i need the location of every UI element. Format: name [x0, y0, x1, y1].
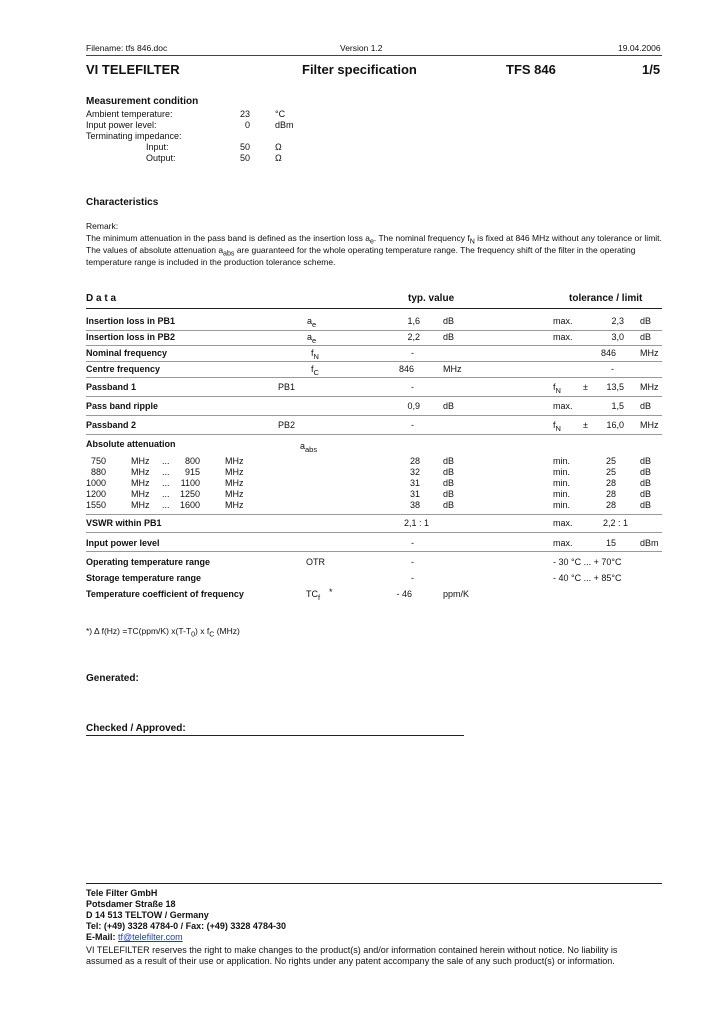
- abs-lim: 28: [605, 500, 616, 510]
- row-rule: [86, 330, 662, 331]
- abs-lim-unit: dB: [640, 456, 652, 466]
- input-power-name: Input power level: [86, 538, 160, 548]
- abs-unit-db: dB: [443, 467, 455, 477]
- row-name: Passband 2: [86, 420, 137, 430]
- abs-lim-type: min.: [553, 489, 571, 499]
- storage-typ: -: [411, 573, 414, 583]
- abs-lim: 28: [605, 489, 616, 499]
- footer-rule: [86, 883, 662, 884]
- row-name: Passband 1: [86, 382, 137, 392]
- abs-dots: ...: [162, 489, 170, 499]
- abs-f1: 750: [90, 456, 106, 466]
- abs-typ: 32: [409, 467, 420, 477]
- row-lim-type: $f_N$: [553, 420, 561, 433]
- row-rule: [86, 551, 662, 552]
- meas-label: Input:: [146, 142, 169, 152]
- checked-label: Checked / Approved:: [86, 723, 186, 734]
- abs-lim-type: min.: [553, 467, 571, 477]
- input-power-lim-type: max.: [553, 538, 573, 548]
- abs-lim-unit: dB: [640, 467, 652, 477]
- abs-lim-unit: dB: [640, 478, 652, 488]
- meas-unit: Ω: [275, 142, 282, 152]
- abs-unit: MHz: [131, 489, 150, 499]
- header-rule: [86, 55, 662, 56]
- abs-typ: 31: [409, 489, 420, 499]
- row-lim: -: [611, 364, 614, 374]
- abs-lim-type: min.: [553, 478, 571, 488]
- abs-f2: 1600: [180, 500, 201, 510]
- row-unit: dB: [443, 316, 455, 326]
- row-name: Centre frequency: [86, 364, 161, 374]
- row-rule: [86, 434, 662, 435]
- vswr-lim-type: max.: [553, 518, 573, 528]
- abs-f2: 1250: [180, 489, 201, 499]
- abs-lim: 25: [605, 456, 616, 466]
- meas-value: 50: [239, 142, 250, 152]
- row-rule: [86, 415, 662, 416]
- version: Version 1.2: [340, 43, 383, 53]
- abs-unit-db: dB: [443, 500, 455, 510]
- disclaimer-line-1: VI TELEFILTER reserves the right to make changes to the product(s) and/or information contained herein without notice. No liability is: [86, 945, 618, 955]
- abs-lim-type: min.: [553, 500, 571, 510]
- col-data-header: D a t a: [86, 293, 117, 304]
- vswr-lim: 2,2 : 1: [603, 518, 629, 528]
- abs-atten-symbol: $a_{abs}$: [300, 441, 318, 454]
- row-typ: 0,9: [407, 401, 420, 411]
- abs-typ: 31: [409, 478, 420, 488]
- row-lim: 1,5: [611, 401, 624, 411]
- footer-street: Potsdamer Straße 18: [86, 899, 176, 909]
- abs-dots: ...: [162, 500, 170, 510]
- row-lim: 13,5: [606, 382, 624, 392]
- abs-f1: 1550: [86, 500, 107, 510]
- abs-f2: 1100: [180, 478, 200, 488]
- row-symbol: $a_e$: [307, 316, 317, 329]
- row-typ: 1,6: [407, 316, 420, 326]
- remark-line-1: The minimum attenuation in the pass band is defined as the insertion loss $a_e$. The nominal frequency $f_N$ is fixed at 846 MHz without any tolerance or limit.: [86, 233, 662, 246]
- row-rule: [86, 514, 662, 515]
- abs-dots: ...: [162, 456, 170, 466]
- otr-typ: -: [411, 557, 414, 567]
- abs-unit: MHz: [225, 467, 244, 477]
- input-power-typ: -: [411, 538, 414, 548]
- meas-label: Terminating impedance:: [86, 131, 182, 141]
- measurement-title: Measurement condition: [86, 96, 199, 107]
- row-typ: -: [411, 420, 414, 430]
- storage-lim: - 40 °C ... + 85°C: [553, 573, 622, 583]
- row-rule: [86, 361, 662, 362]
- remark-line-3: temperature range is included in the production tolerance scheme.: [86, 257, 336, 267]
- row-lim-unit: dB: [640, 401, 652, 411]
- meas-label: Ambient temperature:: [86, 109, 173, 119]
- row-lim-unit: MHz: [640, 348, 659, 358]
- abs-unit: MHz: [225, 456, 244, 466]
- tc-name: Temperature coefficient of frequency: [86, 589, 244, 599]
- row-pb: PB2: [278, 420, 296, 430]
- abs-unit: MHz: [225, 500, 244, 510]
- row-lim-type: max.: [553, 401, 573, 411]
- abs-unit: MHz: [131, 478, 150, 488]
- generated-label: Generated:: [86, 673, 139, 684]
- input-power-lim: 15: [605, 538, 616, 548]
- col-typ-header: typ. value: [408, 293, 455, 304]
- meas-value: 23: [239, 109, 250, 119]
- storage-name: Storage temperature range: [86, 573, 202, 583]
- abs-typ: 28: [409, 456, 420, 466]
- row-rule: [86, 345, 662, 346]
- meas-value: 0: [244, 120, 250, 130]
- abs-unit-db: dB: [443, 489, 455, 499]
- otr-symbol: OTR: [306, 557, 325, 567]
- abs-unit: MHz: [225, 489, 244, 499]
- row-typ: 846: [398, 364, 414, 374]
- input-power-unit: dBm: [640, 538, 659, 548]
- meas-unit: dBm: [275, 120, 294, 130]
- row-lim: 2,3: [611, 316, 624, 326]
- doc-title: Filter specification: [302, 62, 417, 77]
- abs-lim-type: min.: [553, 456, 571, 466]
- row-lim-unit: MHz: [640, 420, 659, 430]
- row-rule: [86, 396, 662, 397]
- row-name: Pass band ripple: [86, 401, 159, 411]
- abs-lim: 28: [605, 478, 616, 488]
- abs-lim-unit: dB: [640, 500, 652, 510]
- row-symbol: $f_C$: [311, 364, 319, 377]
- footer-city: D 14 513 TELTOW / Germany: [86, 910, 209, 920]
- row-unit: dB: [443, 401, 455, 411]
- abs-atten-title: Absolute attenuation: [86, 439, 176, 449]
- row-name: Insertion loss in PB2: [86, 332, 176, 342]
- abs-f1: 1200: [86, 489, 107, 499]
- abs-f2: 800: [184, 456, 200, 466]
- row-lim: 16,0: [606, 420, 624, 430]
- row-lim-unit: dB: [640, 332, 652, 342]
- page-number: 1/5: [642, 62, 661, 77]
- otr-lim: - 30 °C ... + 70°C: [553, 557, 622, 567]
- abs-unit: MHz: [131, 456, 150, 466]
- row-pm: ±: [583, 420, 588, 430]
- vswr-name: VSWR within PB1: [86, 518, 162, 528]
- remark-line-2: The values of absolute attenuation $a_{abs}$ are guaranteed for the whole operating temperature range. The frequency shift of the filter in the operating: [86, 245, 636, 258]
- tc-symbol: $TC_f$: [306, 589, 321, 602]
- abs-f1: 880: [90, 467, 106, 477]
- abs-lim: 25: [605, 467, 616, 477]
- row-symbol: $f_N$: [311, 348, 319, 361]
- row-typ: -: [411, 348, 414, 358]
- abs-dots: ...: [162, 467, 170, 477]
- vswr-typ: 2,1 : 1: [404, 518, 430, 528]
- col-tol-header: tolerance / limit: [569, 293, 643, 304]
- abs-f1: 1000: [86, 478, 107, 488]
- tc-star: *: [329, 587, 333, 597]
- disclaimer-line-2: assumed as a result of their use or application. No rights under any patent accompany the sale of any such product(s) or information.: [86, 956, 615, 966]
- row-rule: [86, 532, 662, 533]
- row-typ: 2,2: [407, 332, 420, 342]
- abs-unit-db: dB: [443, 478, 455, 488]
- abs-typ: 38: [409, 500, 420, 510]
- abs-f2: 915: [184, 467, 200, 477]
- email-link[interactable]: tf@telefilter.com: [118, 932, 183, 942]
- abs-unit: MHz: [131, 500, 150, 510]
- company-name: VI TELEFILTER: [86, 62, 180, 77]
- row-name: Insertion loss in PB1: [86, 316, 176, 326]
- row-lim: 846: [600, 348, 616, 358]
- row-rule: [86, 377, 662, 378]
- meas-value: 50: [239, 153, 250, 163]
- abs-unit: MHz: [225, 478, 244, 488]
- otr-name: Operating temperature range: [86, 557, 211, 567]
- abs-unit-db: dB: [443, 456, 455, 466]
- row-lim-type: max.: [553, 332, 573, 342]
- footer-company: Tele Filter GmbH: [86, 888, 158, 898]
- row-unit: dB: [443, 332, 455, 342]
- tc-unit: ppm/K: [443, 589, 470, 599]
- footer-email-row: E-Mail: tf@telefilter.com: [86, 932, 183, 942]
- row-pb: PB1: [278, 382, 296, 392]
- row-lim: 3,0: [611, 332, 624, 342]
- remark-label: Remark:: [86, 221, 119, 231]
- meas-unit: °C: [275, 109, 286, 119]
- abs-dots: ...: [162, 478, 170, 488]
- row-name: Nominal frequency: [86, 348, 168, 358]
- signature-line: [86, 735, 464, 736]
- date: 19.04.2006: [618, 43, 661, 53]
- row-lim-unit: dB: [640, 316, 652, 326]
- meas-unit: Ω: [275, 153, 282, 163]
- table-header-rule: [86, 308, 662, 309]
- tc-typ: - 46: [396, 589, 412, 599]
- meas-label: Output:: [146, 153, 176, 163]
- row-unit: MHz: [443, 364, 462, 374]
- row-symbol: $a_e$: [307, 332, 317, 345]
- characteristics-title: Characteristics: [86, 197, 159, 208]
- footer-phone: Tel: (+49) 3328 4784-0 / Fax: (+49) 3328 4784-30: [86, 921, 286, 931]
- row-lim-unit: MHz: [640, 382, 659, 392]
- row-lim-type: max.: [553, 316, 573, 326]
- footnote: *) Δ f(Hz) =TC(ppm/K) $x(T-T_0)$ x $f_C$ (MHz): [86, 626, 240, 639]
- filename: Filename: tfs 846.doc: [86, 43, 168, 53]
- abs-unit: MHz: [131, 467, 150, 477]
- part-number: TFS 846: [506, 62, 556, 77]
- meas-label: Input power level:: [86, 120, 157, 130]
- abs-lim-unit: dB: [640, 489, 652, 499]
- row-lim-type: $f_N$: [553, 382, 561, 395]
- row-typ: -: [411, 382, 414, 392]
- row-pm: ±: [583, 382, 588, 392]
